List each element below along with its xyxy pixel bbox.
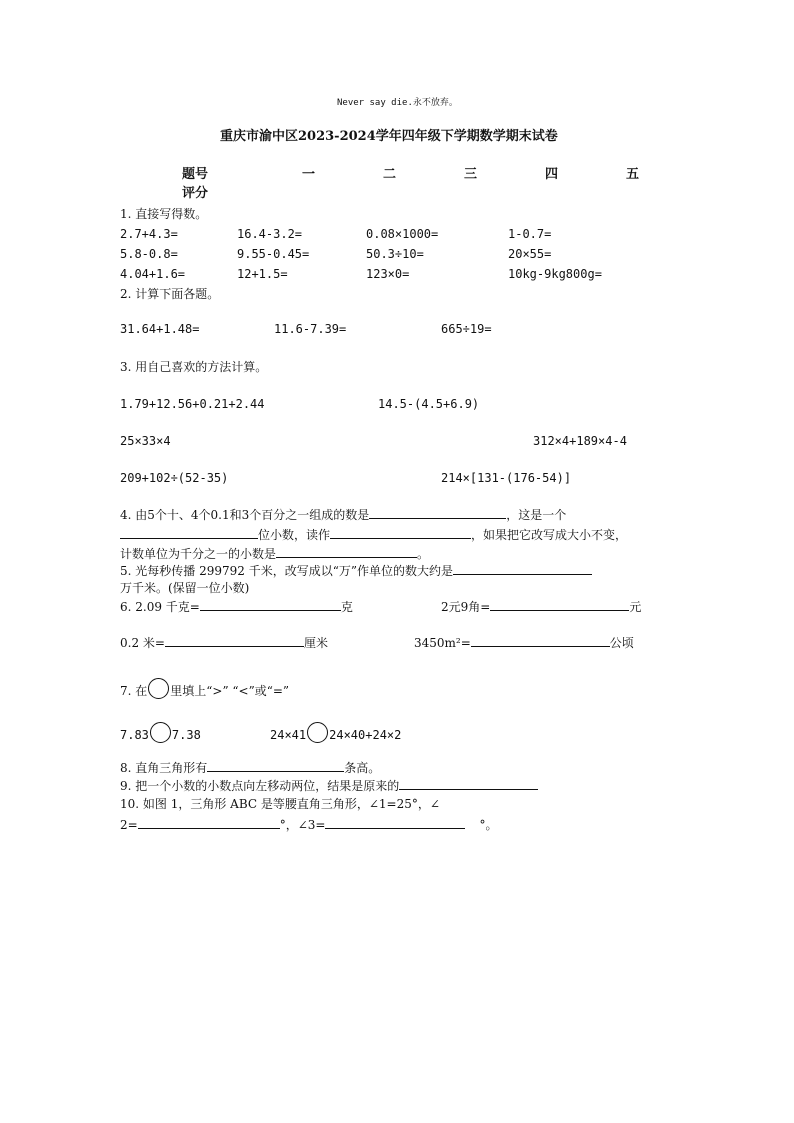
q10-line1: 10. 如图 1，三角形 ABC 是等腰直角三角形，∠1=25°，∠ (120, 797, 440, 811)
q10-text: °。 (479, 818, 498, 832)
q10-text: °，∠3= (279, 818, 326, 832)
q6-text: 3450m²= (414, 636, 471, 650)
q7-expr-2 (270, 722, 401, 743)
q3-item: 25×33×4 (120, 434, 171, 448)
q5-line1 (120, 562, 592, 579)
compare-circle-1[interactable] (150, 722, 171, 743)
q6-part-c (120, 634, 328, 651)
q1-item: 20×55= (508, 247, 552, 261)
q4-line3 (120, 545, 429, 562)
q4-text: 。 (417, 547, 430, 561)
q4-text: ，如果把它改写成大小不变， (471, 528, 628, 542)
q3-item: 214×[131-(176-54)] (441, 471, 572, 485)
q4-text: ，这是一个 (506, 508, 567, 522)
q4-text: 4. 由5个十、4个0.1和3个百分之一组成的数是 (120, 508, 370, 522)
q9-blank[interactable] (399, 777, 538, 790)
q5-line2: 万千米。(保留一位小数) (120, 581, 250, 595)
q1-item: 1-0.7= (508, 227, 552, 241)
q6-part-a (120, 598, 353, 615)
score-col-5: 五 (626, 167, 640, 182)
q3-title: 3. 用自己喜欢的方法计算。 (120, 360, 268, 374)
q4-blank-2[interactable] (120, 526, 258, 539)
q6-text: 6. 2.09 千克= (120, 600, 200, 614)
q10-blank-2[interactable] (325, 816, 465, 829)
score-col-1: 一 (302, 167, 316, 182)
score-table-row2-label: 评分 (182, 186, 209, 201)
q2-item: 665÷19= (441, 322, 492, 336)
q1-item: 10kg-9kg800g= (508, 267, 602, 281)
q6-text: 0.2 米= (120, 636, 165, 650)
score-col-4: 四 (545, 167, 559, 182)
q1-item: 16.4-3.2= (237, 227, 303, 241)
q6-text: 公顷 (609, 636, 634, 650)
q4-text: 位小数，读作 (258, 528, 331, 542)
q7-expr-1 (120, 722, 201, 743)
q3-item: 312×4+189×4-4 (533, 434, 627, 448)
circle-icon (148, 678, 169, 699)
q4-line1 (120, 506, 566, 523)
q9-line (120, 777, 538, 794)
q6-blank-d[interactable] (471, 634, 610, 647)
q8-text: 条高。 (344, 761, 381, 775)
q7-left: 24×41 (270, 728, 307, 742)
q9-text: 9. 把一个小数的小数点向左移动两位，结果是原来的 (120, 779, 400, 793)
q8-blank[interactable] (207, 759, 344, 772)
q2-item: 31.64+1.48= (120, 322, 200, 336)
q6-blank-c[interactable] (165, 634, 304, 647)
q6-part-d (414, 634, 634, 651)
q10-line2 (120, 816, 497, 833)
q1-item: 123×0= (366, 267, 410, 281)
q10-text: 2= (120, 818, 138, 832)
q4-blank-1[interactable] (369, 506, 506, 519)
q6-text: 元 (629, 600, 642, 614)
q3-item: 14.5-(4.5+6.9) (378, 397, 480, 411)
q8-line (120, 759, 380, 776)
score-col-3: 三 (464, 167, 478, 182)
q7-right: 7.38 (171, 728, 201, 742)
q8-text: 8. 直角三角形有 (120, 761, 208, 775)
q1-item: 5.8-0.8= (120, 247, 178, 261)
q4-text: 计数单位为千分之一的小数是 (120, 547, 277, 561)
q6-text: 厘米 (303, 636, 328, 650)
q1-item: 12+1.5= (237, 267, 288, 281)
q1-title: 1. 直接写得数。 (120, 207, 208, 221)
motto: Never say die.永不放弃。 (337, 98, 458, 108)
score-table-row1-label: 题号 (182, 167, 209, 182)
q2-item: 11.6-7.39= (274, 322, 347, 336)
q5-blank-1[interactable] (453, 562, 592, 575)
q7-title (120, 678, 289, 699)
q1-item: 4.04+1.6= (120, 267, 186, 281)
score-col-2: 二 (383, 167, 397, 182)
q6-blank-a[interactable] (200, 598, 341, 611)
q1-item: 50.3÷10= (366, 247, 424, 261)
q7-right: 24×40+24×2 (329, 728, 402, 742)
q6-text: 2元9角= (441, 600, 491, 614)
q4-blank-4[interactable] (276, 545, 417, 558)
q3-item: 1.79+12.56+0.21+2.44 (120, 397, 265, 411)
q1-item: 9.55-0.45= (237, 247, 310, 261)
q2-title: 2. 计算下面各题。 (120, 287, 220, 301)
q7-left: 7.83 (120, 728, 149, 742)
q10-blank-1[interactable] (138, 816, 280, 829)
q7-text: 里填上“>” “<”或“=” (170, 684, 290, 698)
q7-text: 7. 在 (120, 684, 148, 698)
q5-text: 5. 光每秒传播 299792 千米，改写成以“万”作单位的数大约是 (120, 564, 453, 578)
q4-blank-3[interactable] (330, 526, 471, 539)
q1-item: 2.7+4.3= (120, 227, 178, 241)
q3-item: 209+102÷(52-35) (120, 471, 229, 485)
q6-part-b (441, 598, 641, 615)
q6-blank-b[interactable] (490, 598, 629, 611)
q1-item: 0.08×1000= (366, 227, 439, 241)
page-title: 重庆市渝中区2023-2024学年四年级下学期数学期末试卷 (220, 129, 558, 144)
q6-text: 克 (340, 600, 353, 614)
q4-line2 (120, 526, 627, 543)
compare-circle-2[interactable] (307, 722, 328, 743)
